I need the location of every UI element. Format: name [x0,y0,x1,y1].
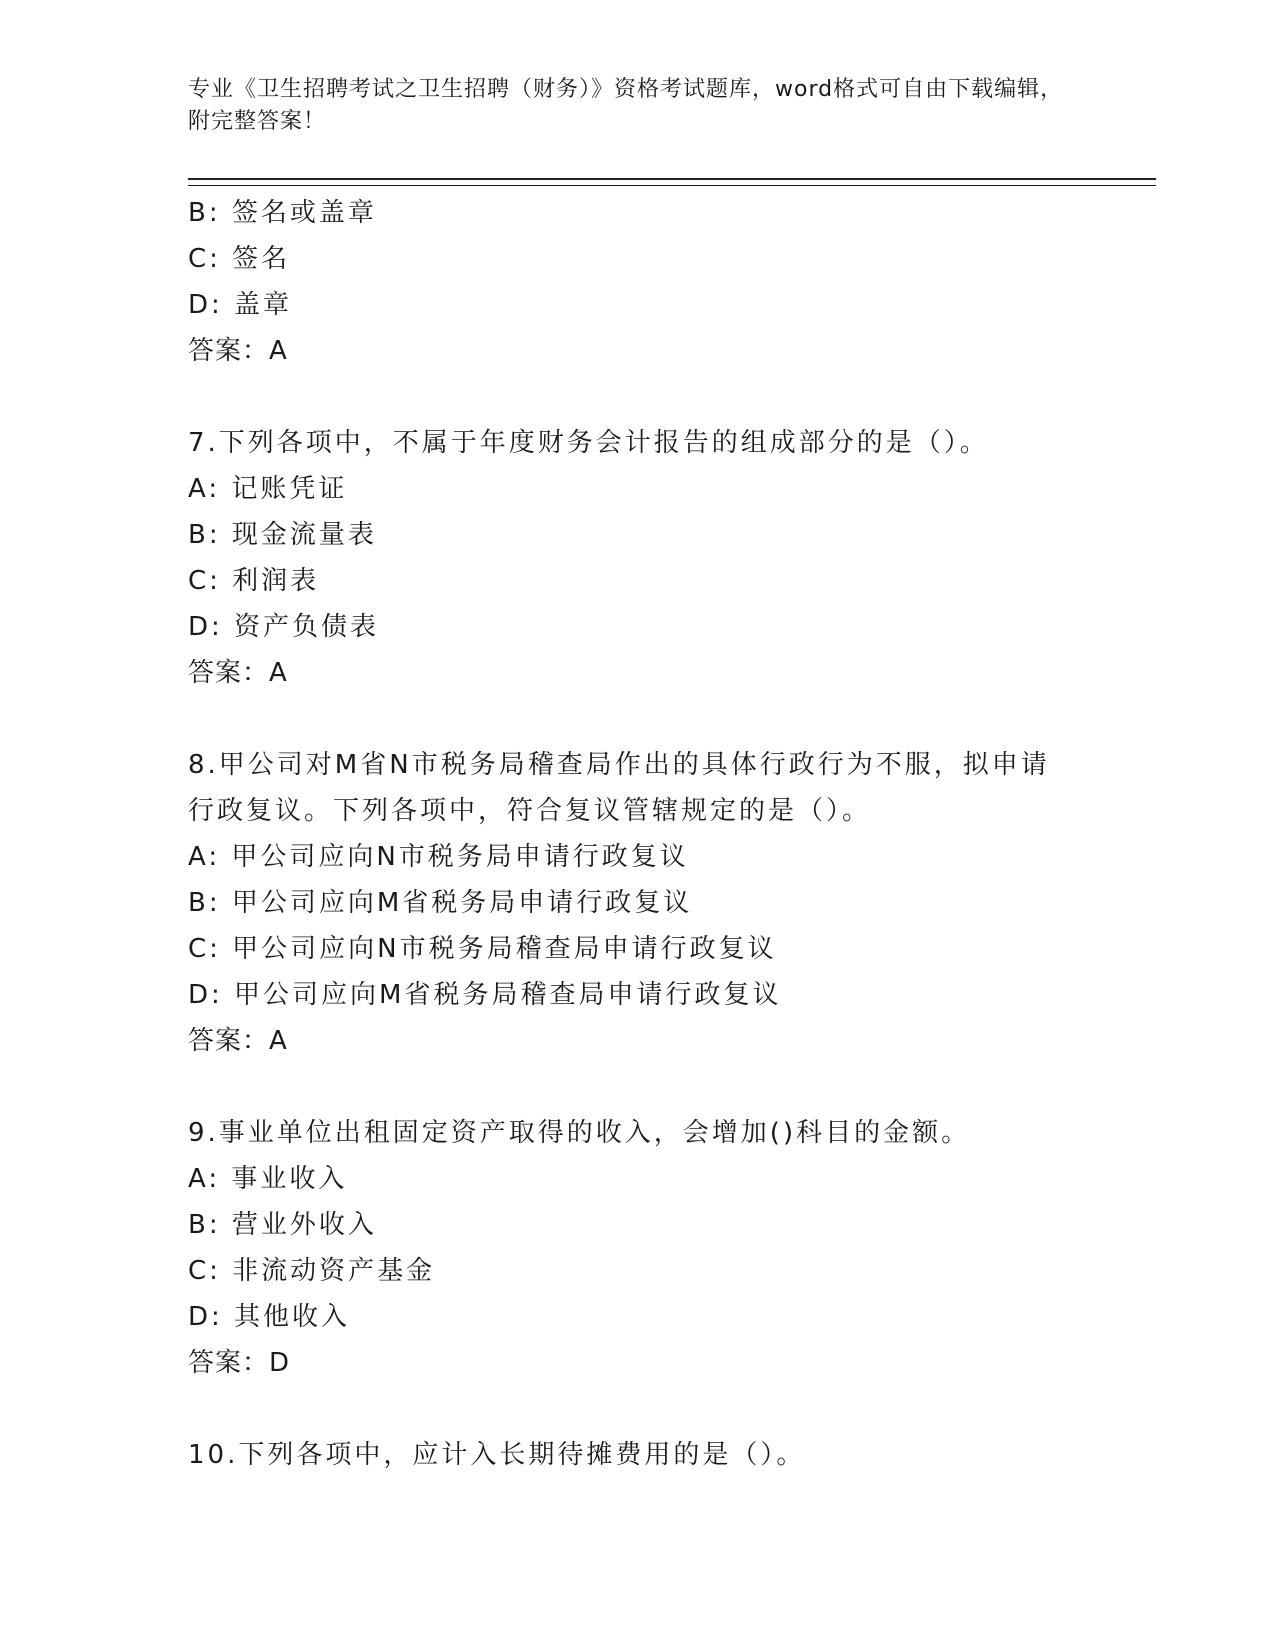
question-7 [188,420,1088,696]
answer: 答案：A [188,1026,288,1056]
question-text: 9.事业单位出租固定资产取得的收入，会增加()科目的金额。 [188,1118,971,1148]
header-divider [188,178,1156,186]
option-d: D: 其他收入 [188,1302,351,1332]
question-list [188,190,1088,1478]
question-6 [188,190,1088,374]
answer: 答案：A [188,658,288,688]
option-c: C: 利润表 [188,566,320,596]
document-header: 专业《卫生招聘考试之卫生招聘（财务）》资格考试题库，word格式可自由下载编辑，附完整答案！ [188,77,1064,134]
option-b: B: 甲公司应向M省税务局申请行政复议 [188,888,693,918]
option-b: B: 签名或盖章 [188,198,377,228]
option-c: C: 签名 [188,244,291,274]
question-9 [188,1110,1088,1386]
answer: 答案：D [188,1348,291,1378]
question-10 [188,1432,1088,1478]
question-text-line-1: 8.甲公司对M省N市税务局稽查局作出的具体行政行为不服，拟申请 [188,750,1050,780]
spacer [188,374,1088,420]
option-d: D: 盖章 [188,290,293,320]
option-d: D: 资产负债表 [188,612,380,642]
spacer [188,1386,1088,1432]
option-d: D: 甲公司应向M省税务局稽查局申请行政复议 [188,980,782,1010]
question-text-line-2: 行政复议。下列各项中，符合复议管辖规定的是（）。 [188,796,872,826]
option-c: C: 非流动资产基金 [188,1256,436,1286]
option-a: A: 事业收入 [188,1164,348,1194]
answer: 答案：A [188,336,288,366]
spacer [188,696,1088,742]
option-b: B: 现金流量表 [188,520,377,550]
option-b: B: 营业外收入 [188,1210,377,1240]
option-a: A: 甲公司应向N市税务局申请行政复议 [188,842,689,872]
spacer [188,1064,1088,1110]
option-c: C: 甲公司应向N市税务局稽查局申请行政复议 [188,934,777,964]
option-a: A: 记账凭证 [188,474,348,504]
question-text: 10.下列各项中，应计入长期待摊费用的是（）。 [188,1440,806,1470]
question-text: 7.下列各项中，不属于年度财务会计报告的组成部分的是（）。 [188,428,989,458]
question-8 [188,742,1088,1064]
